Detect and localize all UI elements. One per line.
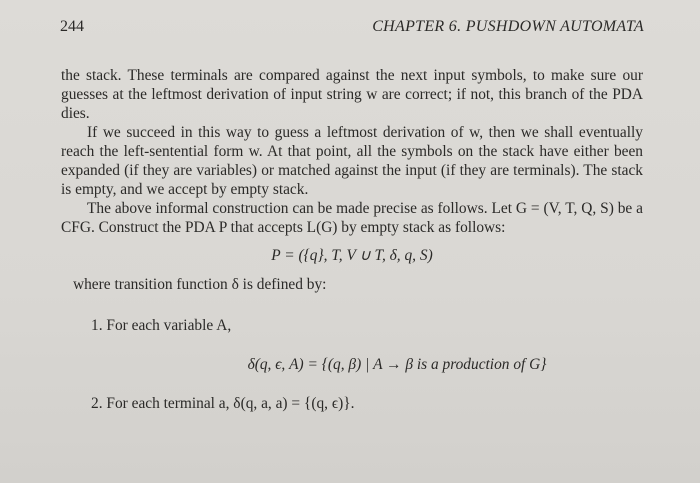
body-text: [61, 66, 643, 413]
paragraph-construction: The above informal construction can be made precise as follows. Let G = (V, T, Q, S) be a CFG. Construct the PDA P that accepts L(G) by empty stack as follows:: [61, 200, 643, 236]
page-header: [56, 18, 644, 42]
pda-definition-equation: P = ({q}, T, V ∪ T, δ, q, S): [271, 247, 433, 264]
paragraph-stack-comparison: the stack. These terminals are compared against the next input symbols, to make sure our guesses at the leftmost derivation of input string w are correct; if not, this branch of the PDA dies.: [61, 67, 643, 122]
page-number: 244: [60, 18, 84, 35]
running-head: CHAPTER 6. PUSHDOWN AUTOMATA: [372, 18, 644, 35]
paragraph-leftmost-derivation: If we succeed in this way to guess a leftmost derivation of w, then we shall eventually reach the left-sentential form w. At that point, all the symbols on the stack have either been expanded (if they are variables) or matched against the input (if they are terminals). The stack is empty, and we accept by empty stack.: [61, 124, 643, 198]
transition-rules-list: [91, 316, 643, 413]
variable-rule-formula: δ(q, ϵ, A) = {(q, β) | A → β is a production of G}: [247, 356, 547, 373]
transition-function-intro: where transition function δ is defined by:: [73, 276, 327, 293]
list-item-terminal-rule: 2. For each terminal a, δ(q, a, a) = {(q, ϵ)}.: [91, 395, 355, 412]
list-item-variable-rule: 1. For each variable A,: [91, 317, 232, 334]
